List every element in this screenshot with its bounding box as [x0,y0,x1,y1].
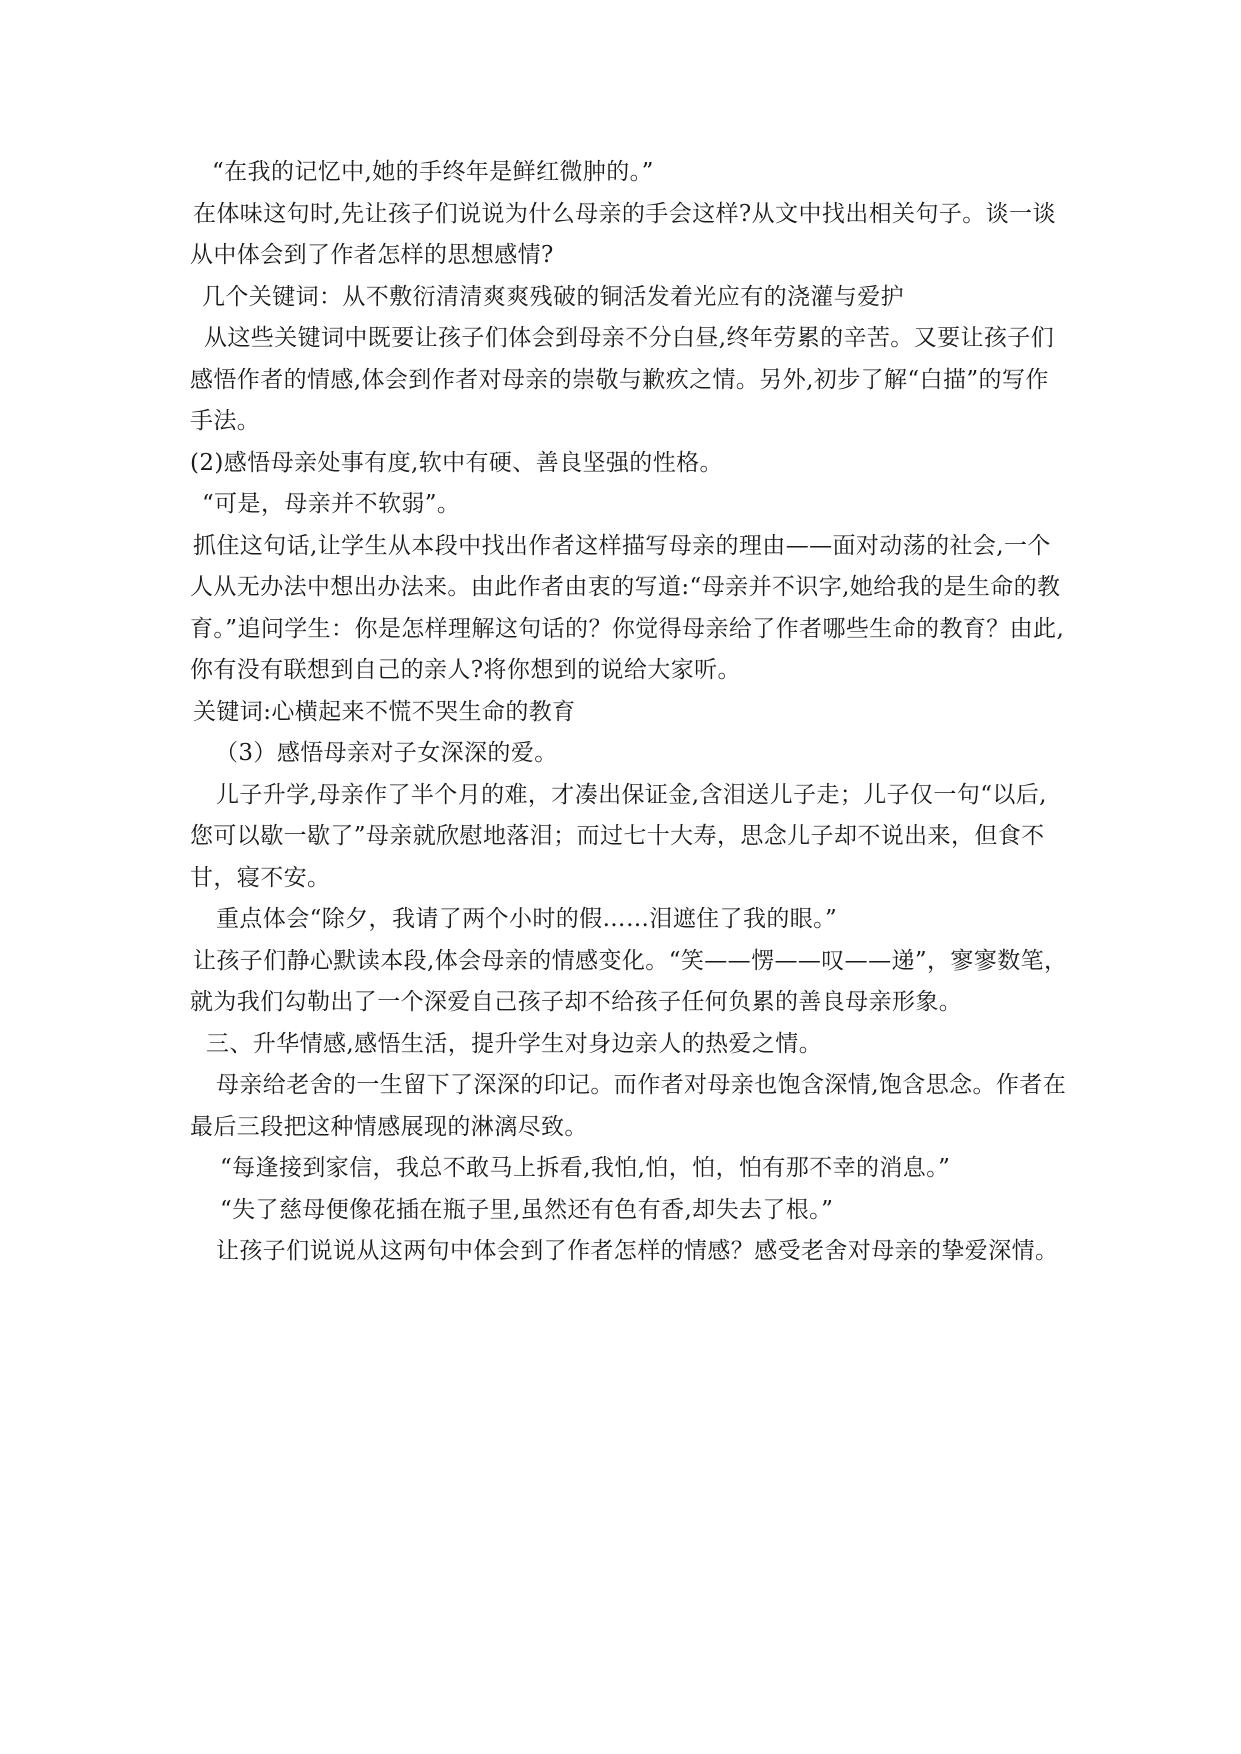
paragraph-keywords-1: 几个关键词：从不敷衍清清爽爽残破的铜活发着光应有的浇灌与爱护 [202,283,904,310]
quote-not-weak: “可是，母亲并不软弱”。 [202,491,461,517]
paragraph-new-year-eve: 重点体会“除夕，我请了两个小时的假……泪遮住了我的眼。” [216,906,838,932]
paragraph-emotion-changes: 让孩子们静心默读本段,体会母亲的情感变化。“笑——愣——叹——递”，寥寥数笔，就为我们勾勒出了一个深爱自己孩子却不给孩子任何负累的善良母亲形象。 [190,947,1068,1015]
section-heading-3: （3）感悟母亲对子女深深的爱。 [215,740,558,766]
quote-hands: “在我的记忆中,她的手终年是鲜红微肿的。” [212,159,654,185]
paragraph-hands-discussion: 在体味这句时,先让孩子们说说为什么母亲的手会这样?从文中找出相关句子。谈一谈从中体会到了作者怎样的思想感情? [190,200,1056,268]
section-heading-2: (2)感悟母亲处事有度,软中有硬、善良坚强的性格。 [190,449,723,476]
section-heading-three: 三、升华情感,感悟生活，提升学生对身边亲人的热爱之情。 [206,1030,823,1057]
paragraph-keywords-2: 关键词:心横起来不慌不哭生命的教育 [193,698,576,725]
quote-family-letter: “每逢接到家信，我总不敢马上拆看,我怕,怕，怕，怕有那不幸的消息。” [220,1155,951,1181]
quote-flower-vase: “失了慈母便像花插在瓶子里,虽然还有色有香,却失去了根。” [220,1196,834,1223]
paragraph-keywords-analysis: 从这些关键词中既要让孩子们体会到母亲不分白昼,终年劳累的辛苦。又要让孩子们感悟作者的情感,体会到作者对母亲的崇敬与歉疚之情。另外,初步了解“白描”的写作手法。 [190,325,1055,434]
paragraph-son-school: 儿子升学,母亲作了半个月的难，才凑出保证金,含泪送儿子走；儿子仅一句“以后,您可以歇一歇了”母亲就欣慰地落泪；而过七十大寿，思念儿子却不说出来，但食不甘，寝不安。 [190,781,1047,891]
document-body [190,152,1070,1273]
paragraph-deep-feelings: 母亲给老舍的一生留下了深深的印记。而作者对母亲也饱含深情,饱含思念。作者在最后三段把这种情感展现的淋漓尽致。 [190,1072,1067,1140]
paragraph-life-education: 抓住这句话,让学生从本段中找出作者这样描写母亲的理由——面对动荡的社会,一个人从无办法中想出办法来。由此作者由衷的写道:“母亲并不识字,她给我的是生命的教育。”追问学生：你是怎样理解这句话的？你觉得母亲给了作者哪些生命的教育？由此,你有没有联想到自己的亲人?将你想到的说给大家听。 [190,532,1065,683]
paragraph-closing-discussion: 让孩子们说说从这两句中体会到了作者怎样的情感？感受老舍对母亲的挚爱深情。 [216,1238,1059,1264]
